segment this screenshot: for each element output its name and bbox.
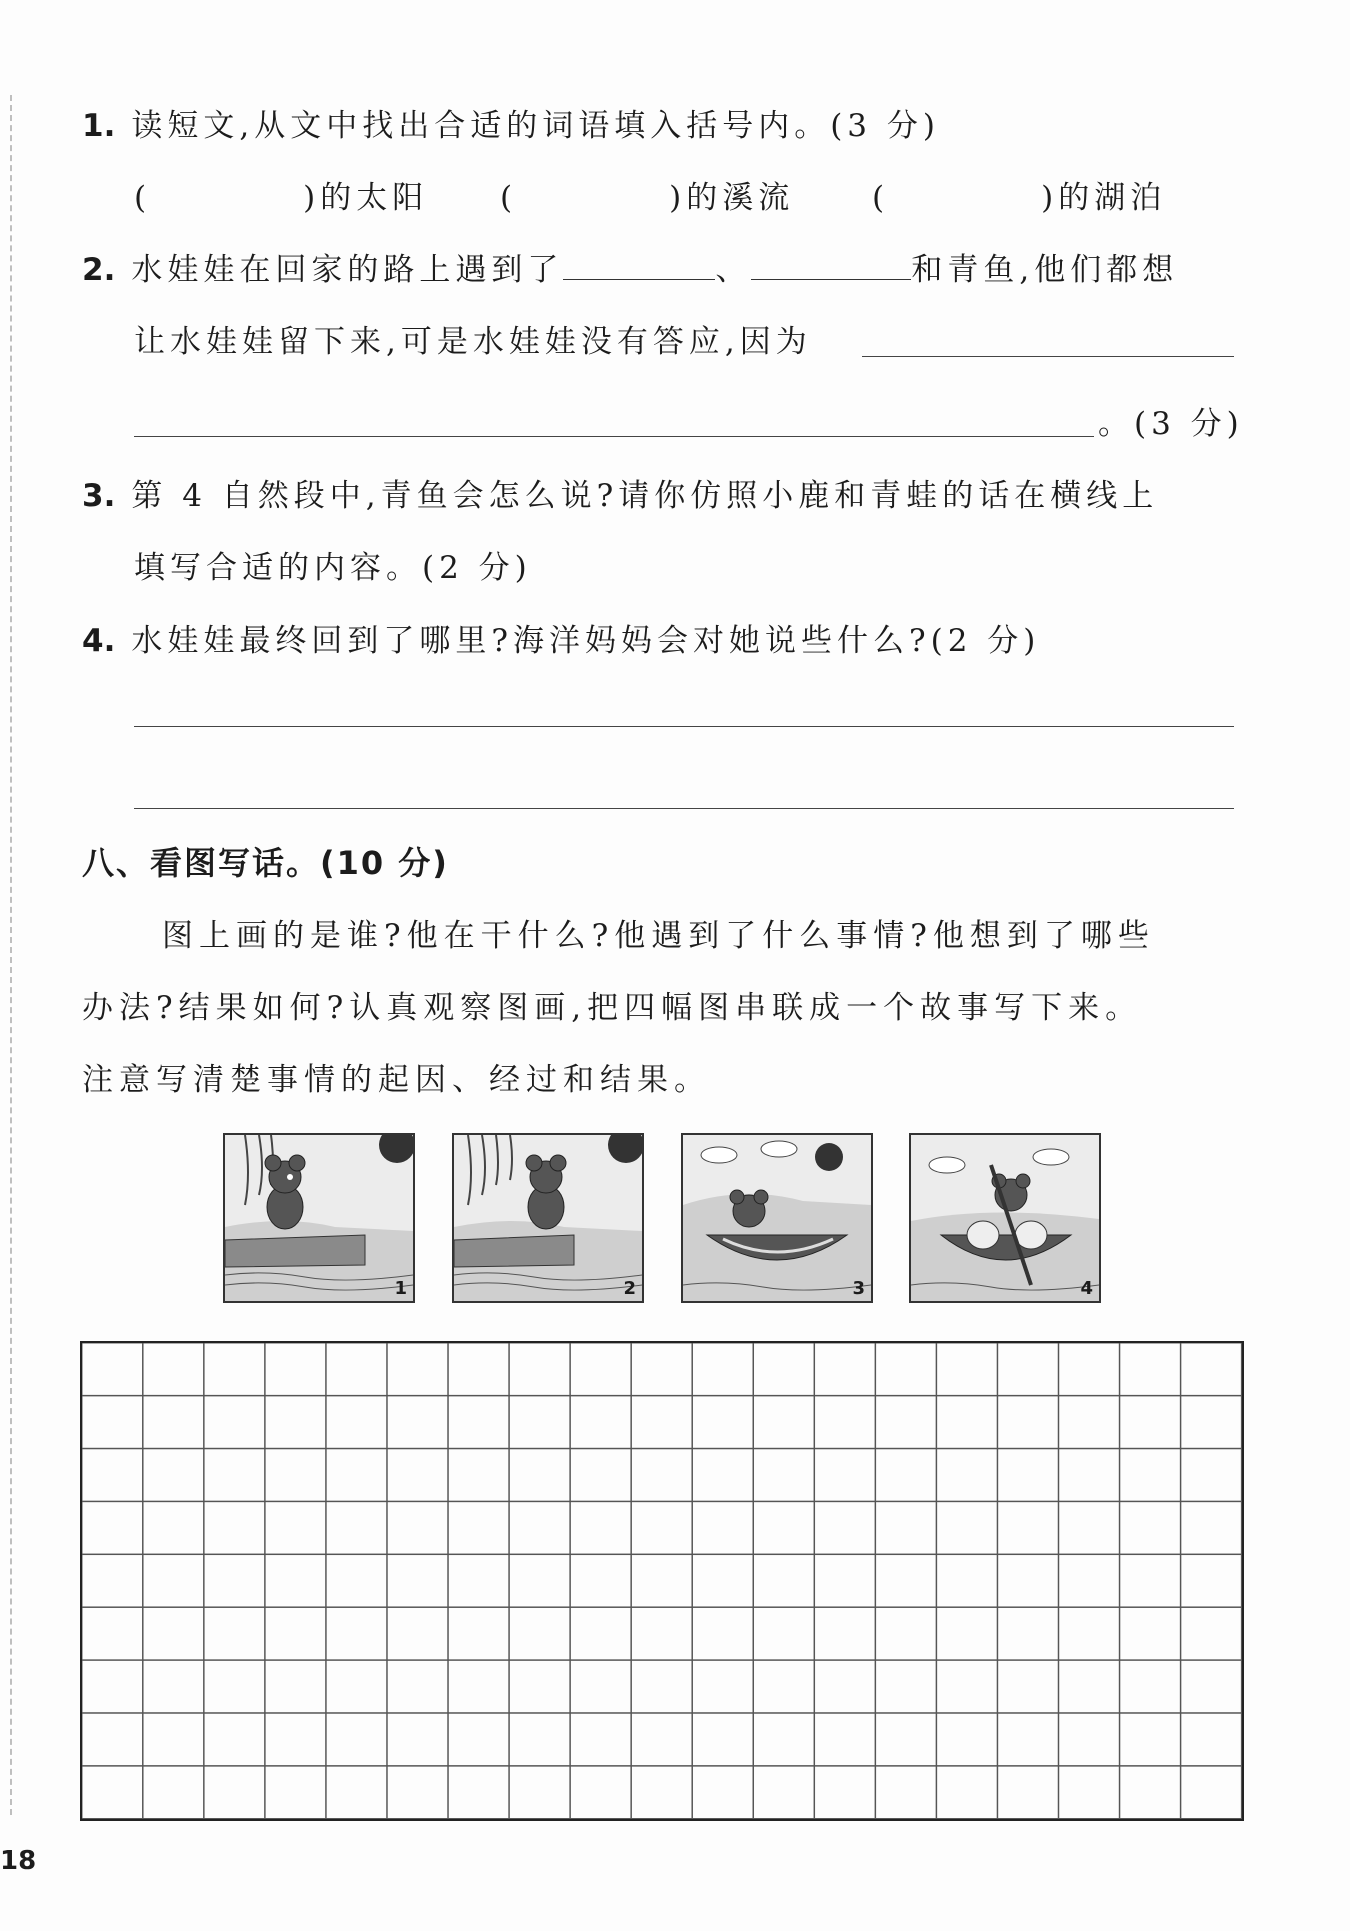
question-1 [82,100,940,145]
picture-3-label: 3 [852,1278,865,1299]
section-8-para-line-1: 图上画的是谁?他在干什么?他遇到了什么事情?他想到了哪些 [162,918,1155,954]
blank-1-open: ( [134,180,152,216]
writing-grid[interactable] [80,1341,1244,1821]
question-2-answer-line-1[interactable] [862,356,1234,357]
question-2-number: 2. [82,252,116,288]
question-2-text-a: 水娃娃在回家的路上遇到了 [131,252,564,288]
story-picture-1 [223,1133,415,1303]
question-3-number: 3. [82,478,116,514]
story-picture-2 [452,1133,644,1303]
question-3-text-a: 第 4 自然段中,青鱼会怎么说?请你仿照小鹿和青蛙的话在横线上 [131,478,1159,514]
question-2-text-b: 和青鱼,他们都想 [911,252,1179,288]
question-2-text-c: 让水娃娃留下来,可是水娃娃没有答应,因为 [134,324,812,360]
blank-2-close: )的溪流 [669,180,795,216]
question-3-line-2: 填写合适的内容。(2 分) [134,550,532,586]
question-2-line-2 [134,316,812,361]
page-number: 18 [0,1846,37,1876]
question-2-blank-2[interactable] [751,251,911,280]
question-4-number: 4. [82,623,116,659]
question-1-blank-3 [872,172,1166,217]
section-8-title: 八、看图写话。(10 分) [82,844,449,882]
story-picture-3 [681,1133,873,1303]
blank-2-open: ( [500,180,518,216]
picture-1-label: 1 [394,1278,407,1299]
question-4 [82,615,1040,660]
question-4-answer-line-1[interactable] [134,726,1234,727]
question-2-separator: 、 [715,252,752,288]
question-2-answer-line-2[interactable] [134,436,1094,437]
binding-margin-line [10,95,12,1815]
question-4-answer-line-2[interactable] [134,808,1234,809]
question-3-line-1 [82,470,1158,515]
picture-2-label: 2 [623,1278,636,1299]
mouse-rowing-boat-illustration [911,1135,1099,1301]
question-2-blank-1[interactable] [563,251,715,280]
blank-3-close: )的湖泊 [1041,180,1167,216]
question-1-text: 读短文,从文中找出合适的词语填入括号内。(3 分) [131,108,940,144]
question-4-text: 水娃娃最终回到了哪里?海洋妈妈会对她说些什么?(2 分) [131,623,1041,659]
question-2-line-1 [82,244,1178,289]
question-1-blanks [134,172,428,217]
section-8-para-line-3: 注意写清楚事情的起因、经过和结果。 [82,1062,711,1098]
blank-3-open: ( [872,180,890,216]
question-1-blank-2 [500,172,794,217]
blank-1-close: )的太阳 [303,180,429,216]
story-picture-4 [909,1133,1101,1303]
question-2-line-3-end: 。(3 分) [1098,406,1244,442]
mouse-by-water-illustration [454,1135,642,1301]
picture-4-label: 4 [1080,1278,1093,1299]
question-1-number: 1. [82,108,116,144]
mouse-on-rock-illustration [225,1135,413,1301]
mouse-in-watermelon-illustration [683,1135,871,1301]
section-8-para-line-2: 办法?结果如何?认真观察图画,把四幅图串联成一个故事写下来。 [82,990,1143,1026]
